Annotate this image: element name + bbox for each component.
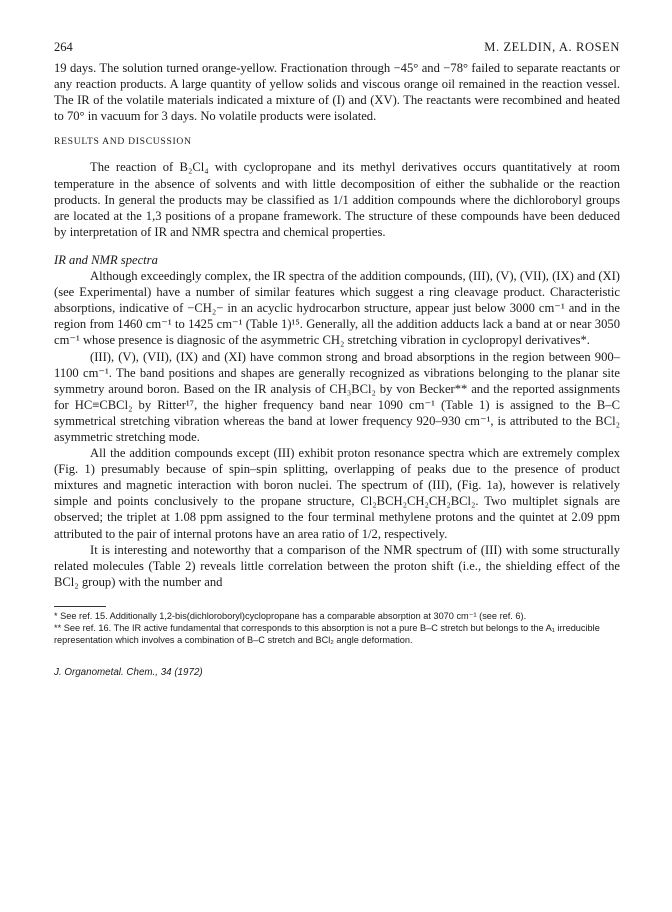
running-head: M. ZELDIN, A. ROSEN [484, 40, 620, 54]
footnote-1: * See ref. 15. Additionally 1,2-bis(dichloroboryl)cyclopropane has a comparable absorption at 3070 cm⁻¹ (see ref. 6). [54, 610, 527, 621]
footnote-2: ** See ref. 16. The IR active fundamental that corresponds to this absorption is not a pure B–C stretch but belongs to the A₁ irreducible representation which involves a combination of B–C stretch and BCl₂ angle deformation. [54, 623, 600, 646]
journal-footer: J. Organometal. Chem., 34 (1972) [54, 666, 203, 678]
page-number: 264 [54, 40, 73, 54]
footnotes [54, 610, 620, 647]
paragraph-continuation: 19 days. The solution turned orange-yellow. Fractionation through −45° and −78° failed to separate reactants or any reaction products. A large quantity of yellow solids and viscous orange oil remained in the reaction vessel. The IR of the volatile materials indicated a mixture of (I) and (XV). The reactants were recombined and heated to 70° in vacuum for 3 days. No volatile products were isolated. [54, 61, 620, 124]
article-body [54, 60, 620, 590]
page-header [54, 40, 620, 60]
page [54, 40, 620, 678]
paragraph-nmr-spectra: All the addition compounds except (III) exhibit proton resonance spectra which are extremely complex (Fig. 1) presumably because of spin–spin splitting, overlapping of peaks due to the presence of product mixtures and magnetic interaction with boron nuclei. The spectrum of (III), (Fig. 1a), however is relatively simple and points conclusively to the propane structure, Cl₂BCH₂CH₂CH₂BCl₂. Two multiplet signals are observed; the triplet at 1.08 ppm assigned to the four terminal methylene protons and the quintet at 2.09 ppm attributed to the pair of internal protons have an area ratio of 1/2, respectively. [54, 446, 620, 541]
paragraph-ir-absorptions: (III), (V), (VII), (IX) and (XI) have common strong and broad absorptions in the region between 900–1100 cm⁻¹. The band positions and shapes are generally recognized as vibrations belonging to the planar site symmetry around boron. Based on the IR analysis of CH₃BCl₂ by von Becker** and the reported assignments for HC≡CBCl₂ by Ritter¹⁷, the higher frequency band near 1090 cm⁻¹ (Table 1) is assigned to the B–C symmetrical stretching vibration whereas the band at lower frequency 920–930 cm⁻¹, is attributed to the BCl₂ asymmetric stretching mode. [54, 349, 620, 444]
footnote-rule [54, 606, 106, 607]
paragraph-ir-features: Although exceedingly complex, the IR spectra of the addition compounds, (III), (V), (VII), (IX) and (XI) (see Experimental) have a number of similar features which suggest a ring cleavage product. Characteristic absorptions, indicative of −CH₂− in an acyclic hydrocarbon structure, appear just below 3000 cm⁻¹ and in the region from 1460 cm⁻¹ to 1425 cm⁻¹ (Table 1)¹⁵. Generally, all the addition adducts lack a band at or near 3050 cm⁻¹ whose presence is diagnosic of the asymmetric CH₂ stretching vibration in cyclopropyl derivatives*. [54, 269, 620, 348]
paragraph-reaction: The reaction of B₂Cl₄ with cyclopropane and its methyl derivatives occurs quantitatively at room temperature in the absence of solvents and with little decomposition of either the subhalide or the reaction products. In general the products may be classified as 1/1 addition compounds where the dichloroboryl groups are located at the 1,3 positions of a propane framework. The structure of these compounds have been deduced by interpretation of IR and NMR spectra and chemical properties. [54, 160, 620, 239]
subsection-heading: IR and NMR spectra [54, 252, 158, 267]
paragraph-nmr-comparison: It is interesting and noteworthy that a comparison of the NMR spectrum of (III) with some structurally related molecules (Table 2) reveals little correlation between the proton shift (i.e., the shielding effect of the BCl₂ group) with the number and [54, 542, 620, 589]
section-heading: RESULTS AND DISCUSSION [54, 136, 192, 148]
